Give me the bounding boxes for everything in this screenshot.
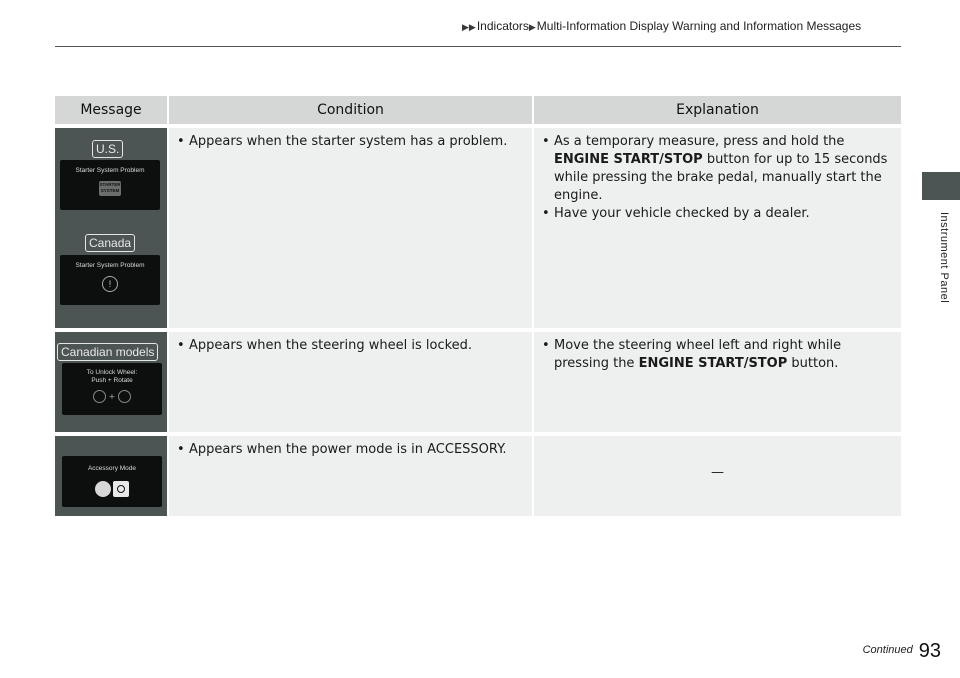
chapter-tab <box>922 172 960 200</box>
explanation-cell <box>534 432 901 516</box>
arrow-icon: ▶▶ <box>462 22 476 32</box>
explanation-item: • Have your vehicle checked by a dealer. <box>542 205 893 223</box>
explanation-item: • Move the steering wheel left and right while pressing the ENGINE START/STOP button. <box>542 337 893 373</box>
header-rule <box>55 46 901 47</box>
condition-text: • Appears when the power mode is in ACCESSORY. <box>177 441 524 459</box>
screen-title: Accessory Mode <box>87 465 137 472</box>
push-button-icon <box>93 390 106 403</box>
column-header-message: Message <box>55 96 169 124</box>
condition-text: • Appears when the starter system has a problem. <box>177 133 524 151</box>
messages-table <box>55 96 901 516</box>
display-screen <box>60 160 160 210</box>
breadcrumb-item-warnings[interactable]: Multi-Information Display Warning and Information Messages <box>536 19 862 33</box>
screen-line: Push + Rotate <box>91 377 133 384</box>
table-row <box>55 124 901 328</box>
explanation-item: • As a temporary measure, press and hold the ENGINE START/STOP button for up to 15 seconds while pressing the brake pedal, manually start the engine. <box>542 133 893 205</box>
region-tag-us: U.S. <box>92 140 123 158</box>
accessory-mode-icon <box>95 481 111 497</box>
condition-cell <box>169 328 534 432</box>
condition-text: • Appears when the steering wheel is locked. <box>177 337 524 355</box>
page-number: 93 <box>918 640 941 662</box>
column-header-condition: Condition <box>169 96 534 124</box>
screen-line: To Unlock Wheel: <box>86 369 138 376</box>
region-tag-canadian-models: Canadian models <box>57 343 158 361</box>
continued-label: Continued <box>862 644 913 656</box>
warning-exclamation-icon: ! <box>102 276 118 292</box>
message-image-cell <box>55 124 169 328</box>
explanation-cell <box>534 328 901 432</box>
table-row <box>55 328 901 432</box>
chapter-label: Instrument Panel <box>938 212 950 304</box>
screen-title: Starter System Problem <box>75 167 145 174</box>
arrow-icon: ▶ <box>528 22 536 32</box>
display-screen <box>60 255 160 305</box>
message-image-cell <box>55 328 169 432</box>
table-row <box>55 432 901 516</box>
explanation-dash: — <box>711 465 724 480</box>
starter-system-icon: STARTER SYSTEM <box>99 181 121 196</box>
condition-cell <box>169 124 534 328</box>
steering-wheel-icon <box>118 390 131 403</box>
table-header-row <box>55 96 901 124</box>
explanation-cell <box>534 124 901 328</box>
display-screen <box>62 363 162 415</box>
power-icon <box>113 481 129 497</box>
region-tag-canada: Canada <box>85 234 135 252</box>
display-screen <box>62 456 162 507</box>
screen-title: Starter System Problem <box>75 262 145 269</box>
column-header-explanation: Explanation <box>534 96 901 124</box>
breadcrumb <box>462 19 861 33</box>
breadcrumb-item-indicators[interactable]: Indicators <box>476 19 529 33</box>
plus-icon: + <box>108 391 116 401</box>
condition-cell <box>169 432 534 516</box>
page-footer <box>863 640 941 663</box>
message-image-cell <box>55 432 169 516</box>
